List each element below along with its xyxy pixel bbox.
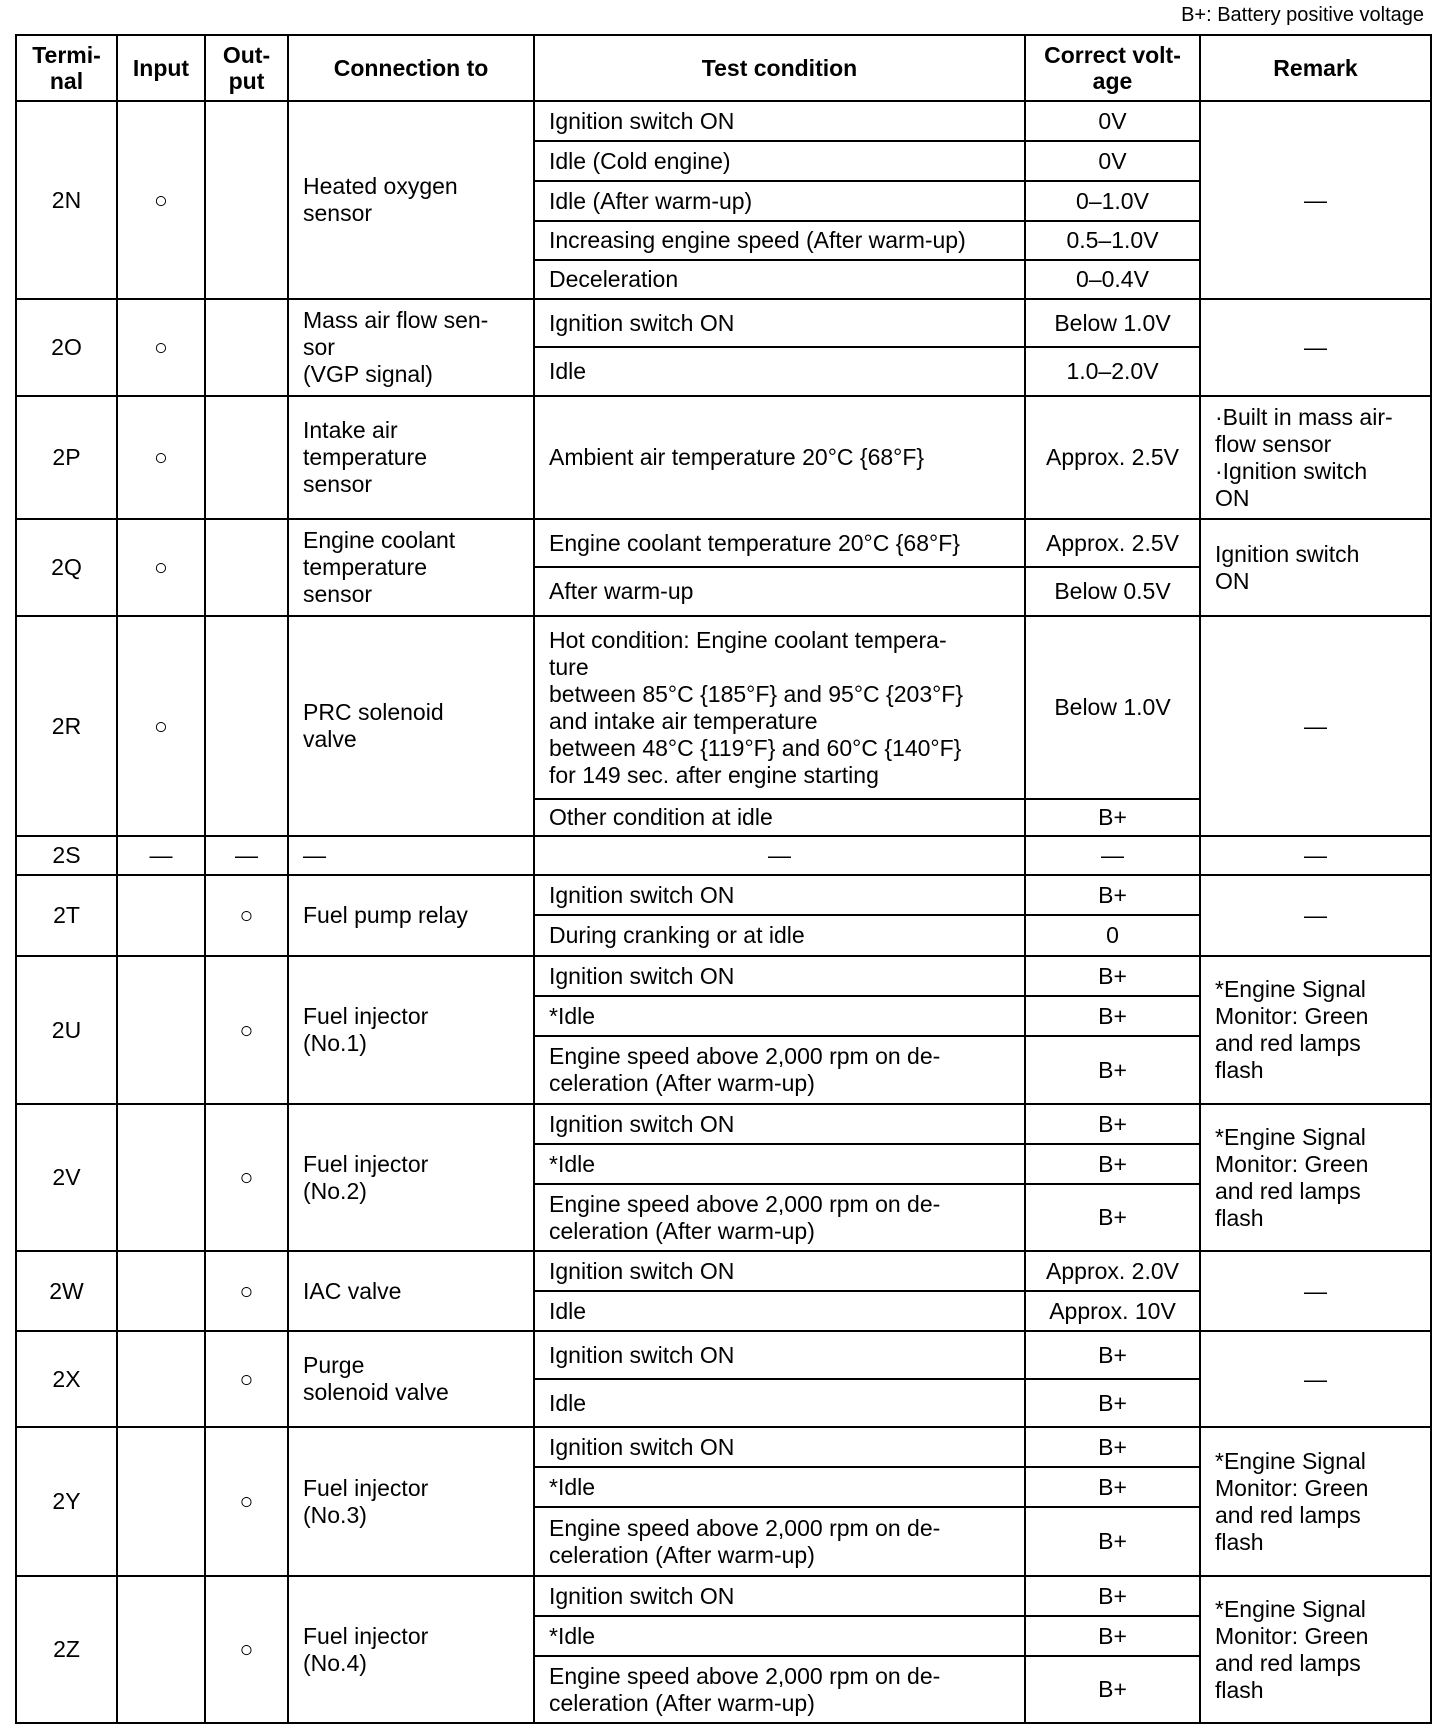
- test-condition-cell: Ignition switch ON: [534, 299, 1025, 347]
- terminal-voltage-table: [15, 34, 1432, 1724]
- output-mark: ○: [205, 956, 288, 1104]
- terminal-cell: 2Q: [16, 519, 117, 616]
- table-row: [16, 299, 1431, 347]
- voltage-cell: Approx. 2.5V: [1025, 519, 1200, 567]
- connection-cell: IAC valve: [288, 1251, 534, 1331]
- terminal-cell: 2Z: [16, 1576, 117, 1723]
- table-row: [16, 1104, 1431, 1144]
- terminal-cell: 2T: [16, 875, 117, 956]
- connection-cell: Fuel injector (No.3): [288, 1427, 534, 1576]
- voltage-cell: Approx. 10V: [1025, 1291, 1200, 1331]
- test-condition-cell: Engine speed above 2,000 rpm on de- celeration (After warm-up): [534, 1507, 1025, 1576]
- test-condition-cell: During cranking or at idle: [534, 915, 1025, 956]
- header-row: [16, 35, 1431, 101]
- voltage-cell: 0V: [1025, 101, 1200, 141]
- output-mark: [205, 101, 288, 299]
- voltage-cell: 0: [1025, 915, 1200, 956]
- header-connection: Connection to: [288, 35, 534, 101]
- test-condition-cell: Engine speed above 2,000 rpm on de- celeration (After warm-up): [534, 1184, 1025, 1251]
- voltage-cell: B+: [1025, 1616, 1200, 1656]
- terminal-cell: 2O: [16, 299, 117, 396]
- table-row: [16, 875, 1431, 915]
- test-condition-cell: Ignition switch ON: [534, 101, 1025, 141]
- connection-cell: —: [288, 836, 534, 875]
- voltage-cell: Below 1.0V: [1025, 616, 1200, 799]
- test-condition-cell: Idle: [534, 347, 1025, 396]
- test-condition-cell: Other condition at idle: [534, 799, 1025, 836]
- connection-cell: Mass air flow sen- sor (VGP signal): [288, 299, 534, 396]
- remark-cell: *Engine Signal Monitor: Green and red lamps flash: [1200, 956, 1431, 1104]
- connection-cell: Heated oxygen sensor: [288, 101, 534, 299]
- voltage-cell: 0V: [1025, 141, 1200, 181]
- test-condition-cell: Ignition switch ON: [534, 1104, 1025, 1144]
- voltage-cell: B+: [1025, 1144, 1200, 1184]
- terminal-cell: 2P: [16, 396, 117, 519]
- connection-cell: Intake air temperature sensor: [288, 396, 534, 519]
- voltage-cell: B+: [1025, 799, 1200, 836]
- connection-cell: PRC solenoid valve: [288, 616, 534, 836]
- remark-cell: *Engine Signal Monitor: Green and red lamps flash: [1200, 1104, 1431, 1251]
- voltage-cell: Below 1.0V: [1025, 299, 1200, 347]
- voltage-cell: 0–1.0V: [1025, 181, 1200, 221]
- input-mark: ○: [117, 396, 205, 519]
- voltage-cell: —: [1025, 836, 1200, 875]
- remark-cell: —: [1200, 1331, 1431, 1427]
- input-mark: ○: [117, 299, 205, 396]
- output-mark: [205, 299, 288, 396]
- test-condition-cell: —: [534, 836, 1025, 875]
- test-condition-cell: Ignition switch ON: [534, 956, 1025, 996]
- test-condition-cell: Ignition switch ON: [534, 1576, 1025, 1616]
- test-condition-cell: Ignition switch ON: [534, 1331, 1025, 1379]
- header-output: Out- put: [205, 35, 288, 101]
- input-mark: ○: [117, 101, 205, 299]
- connection-cell: Fuel injector (No.4): [288, 1576, 534, 1723]
- header-remark: Remark: [1200, 35, 1431, 101]
- connection-cell: Engine coolant temperature sensor: [288, 519, 534, 616]
- table-row: [16, 396, 1431, 519]
- test-condition-cell: Increasing engine speed (After warm-up): [534, 221, 1025, 260]
- output-mark: ○: [205, 1251, 288, 1331]
- test-condition-cell: Idle (After warm-up): [534, 181, 1025, 221]
- input-mark: [117, 1251, 205, 1331]
- remark-cell: —: [1200, 836, 1431, 875]
- header-test-condition: Test condition: [534, 35, 1025, 101]
- table-row: [16, 1331, 1431, 1379]
- input-mark: [117, 1427, 205, 1576]
- input-mark: ○: [117, 616, 205, 836]
- voltage-cell: B+: [1025, 1379, 1200, 1427]
- table-row: [16, 101, 1431, 141]
- test-condition-cell: *Idle: [534, 1144, 1025, 1184]
- voltage-cell: B+: [1025, 1104, 1200, 1144]
- input-mark: —: [117, 836, 205, 875]
- voltage-cell: Below 0.5V: [1025, 567, 1200, 616]
- voltage-cell: 0–0.4V: [1025, 260, 1200, 299]
- voltage-cell: B+: [1025, 1507, 1200, 1576]
- table-row: [16, 1251, 1431, 1291]
- table-row: [16, 1576, 1431, 1616]
- battery-voltage-note: B+: Battery positive voltage: [1181, 4, 1424, 26]
- connection-cell: Fuel pump relay: [288, 875, 534, 956]
- voltage-cell: B+: [1025, 1036, 1200, 1104]
- voltage-cell: B+: [1025, 875, 1200, 915]
- test-condition-cell: Ignition switch ON: [534, 875, 1025, 915]
- voltage-cell: B+: [1025, 1576, 1200, 1616]
- header-terminal: Termi- nal: [16, 35, 117, 101]
- remark-cell: —: [1200, 875, 1431, 956]
- test-condition-cell: Idle: [534, 1291, 1025, 1331]
- test-condition-cell: Idle (Cold engine): [534, 141, 1025, 181]
- terminal-cell: 2N: [16, 101, 117, 299]
- voltage-cell: B+: [1025, 956, 1200, 996]
- output-mark: ○: [205, 1427, 288, 1576]
- test-condition-cell: *Idle: [534, 1616, 1025, 1656]
- terminal-cell: 2R: [16, 616, 117, 836]
- remark-cell: —: [1200, 101, 1431, 299]
- table-row: [16, 616, 1431, 799]
- input-mark: [117, 956, 205, 1104]
- test-condition-cell: *Idle: [534, 996, 1025, 1036]
- remark-cell: Ignition switch ON: [1200, 519, 1431, 616]
- output-mark: —: [205, 836, 288, 875]
- output-mark: [205, 396, 288, 519]
- input-mark: [117, 875, 205, 956]
- output-mark: [205, 616, 288, 836]
- test-condition-cell: Deceleration: [534, 260, 1025, 299]
- terminal-cell: 2U: [16, 956, 117, 1104]
- input-mark: [117, 1104, 205, 1251]
- output-mark: ○: [205, 1576, 288, 1723]
- connection-cell: Fuel injector (No.1): [288, 956, 534, 1104]
- output-mark: ○: [205, 1331, 288, 1427]
- input-mark: [117, 1576, 205, 1723]
- terminal-cell: 2S: [16, 836, 117, 875]
- test-condition-cell: Ambient air temperature 20°C {68°F}: [534, 396, 1025, 519]
- voltage-cell: B+: [1025, 1184, 1200, 1251]
- test-condition-cell: Idle: [534, 1379, 1025, 1427]
- output-mark: [205, 519, 288, 616]
- table-row: [16, 519, 1431, 567]
- table-row: [16, 956, 1431, 996]
- test-condition-cell: Ignition switch ON: [534, 1427, 1025, 1467]
- test-condition-cell: Engine speed above 2,000 rpm on de- celeration (After warm-up): [534, 1656, 1025, 1723]
- input-mark: ○: [117, 519, 205, 616]
- voltage-cell: 1.0–2.0V: [1025, 347, 1200, 396]
- connection-cell: Purge solenoid valve: [288, 1331, 534, 1427]
- voltage-cell: 0.5–1.0V: [1025, 221, 1200, 260]
- terminal-cell: 2W: [16, 1251, 117, 1331]
- voltage-cell: Approx. 2.5V: [1025, 396, 1200, 519]
- remark-cell: *Engine Signal Monitor: Green and red lamps flash: [1200, 1427, 1431, 1576]
- test-condition-cell: Engine speed above 2,000 rpm on de- celeration (After warm-up): [534, 1036, 1025, 1104]
- voltage-cell: B+: [1025, 1656, 1200, 1723]
- connection-cell: Fuel injector (No.2): [288, 1104, 534, 1251]
- header-input: Input: [117, 35, 205, 101]
- test-condition-cell: Hot condition: Engine coolant tempera- ture between 85°C {185°F} and 95°C {203°F} and intake air temperature between 48°C {119°F} and 60°C {140°F} for 149 sec. after engine starting: [534, 616, 1025, 799]
- remark-cell: —: [1200, 616, 1431, 836]
- input-mark: [117, 1331, 205, 1427]
- terminal-cell: 2X: [16, 1331, 117, 1427]
- table-row: [16, 836, 1431, 875]
- test-condition-cell: *Idle: [534, 1467, 1025, 1507]
- remark-cell: —: [1200, 299, 1431, 396]
- voltage-cell: B+: [1025, 996, 1200, 1036]
- voltage-cell: Approx. 2.0V: [1025, 1251, 1200, 1291]
- test-condition-cell: Engine coolant temperature 20°C {68°F}: [534, 519, 1025, 567]
- header-correct-voltage: Correct volt- age: [1025, 35, 1200, 101]
- remark-cell: ·Built in mass air- flow sensor ·Ignition switch ON: [1200, 396, 1431, 519]
- output-mark: ○: [205, 1104, 288, 1251]
- voltage-cell: B+: [1025, 1331, 1200, 1379]
- voltage-cell: B+: [1025, 1467, 1200, 1507]
- remark-cell: *Engine Signal Monitor: Green and red lamps flash: [1200, 1576, 1431, 1723]
- terminal-cell: 2Y: [16, 1427, 117, 1576]
- output-mark: ○: [205, 875, 288, 956]
- table-row: [16, 1427, 1431, 1467]
- test-condition-cell: After warm-up: [534, 567, 1025, 616]
- test-condition-cell: Ignition switch ON: [534, 1251, 1025, 1291]
- terminal-cell: 2V: [16, 1104, 117, 1251]
- voltage-cell: B+: [1025, 1427, 1200, 1467]
- remark-cell: —: [1200, 1251, 1431, 1331]
